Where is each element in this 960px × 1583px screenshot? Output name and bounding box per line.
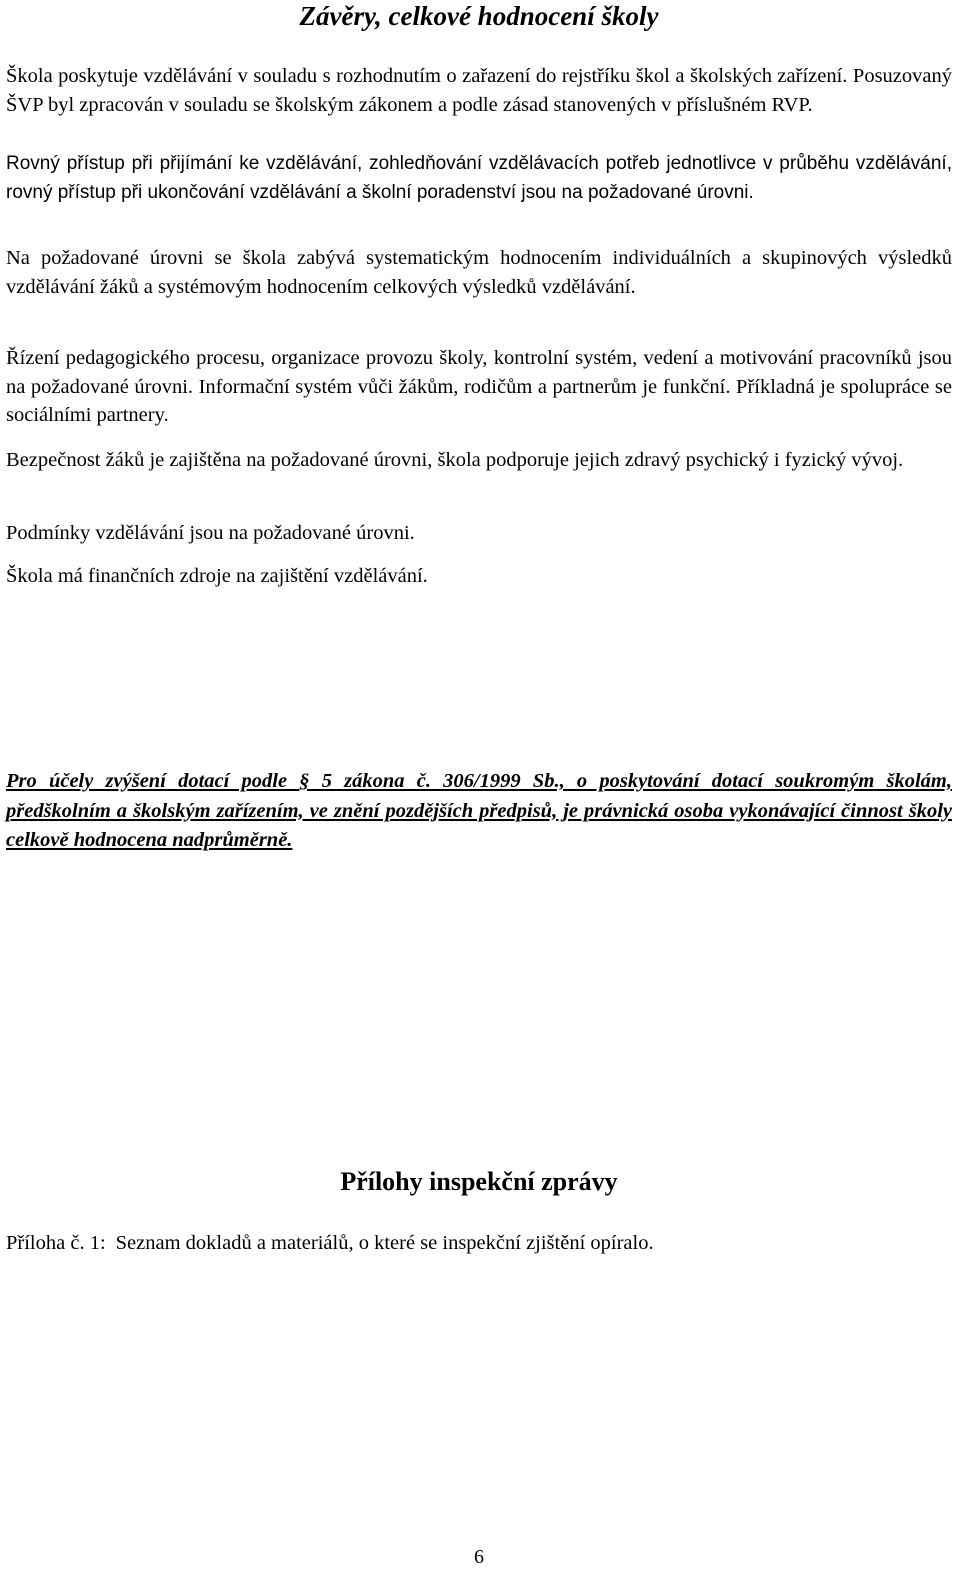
document-page	[6, 0, 952, 1583]
paragraph-safety: Bezpečnost žáků je zajištěna na požadované úrovni, škola podporuje jejich zdravý psychický i fyzický vývoj.	[6, 449, 904, 471]
attachment-item	[6, 1229, 952, 1257]
paragraph-equal-access: Rovný přístup při přijímání ke vzdělávání, zohledňování vzdělávacích potřeb jednotlivce v průběhu vzdělávání, rovný přístup při ukončování vzdělávání a školní poradenství jsou na požadované úrovni.	[6, 153, 952, 203]
paragraph-management: Řízení pedagogického procesu, organizace provozu školy, kontrolní systém, vedení a motivování pracovníků jsou na požadované úrovni. Informační systém vůči žákům, rodičům a partnerům je funkční. Příkladná je spolupráce se sociálními partnery.	[6, 347, 952, 426]
overall-evaluation-statement: Pro účely zvýšení dotací podle § 5 zákona č. 306/1999 Sb., o poskytování dotací soukromým školám, předškolním a školským zařízením, ve znění pozdějších předpisů, je právnická osoba vykonávající činnost školy celkově hodnocena nadprůměrně.	[6, 770, 952, 851]
paragraph-evaluation: Na požadované úrovni se škola zabývá systematickým hodnocením individuálních a skupinových výsledků vzdělávání žáků a systémovým hodnocením celkových výsledků vzdělávání.	[6, 247, 952, 298]
attachment-label: Příloha č. 1:	[6, 1232, 106, 1254]
paragraph-registry: Škola poskytuje vzdělávání v souladu s rozhodnutím o zařazení do rejstříku škol a školských zařízení. Posuzovaný ŠVP byl zpracován v souladu se školským zákonem a podle zásad stanovených v příslušném RVP.	[6, 65, 952, 116]
paragraph-finance: Škola má finančních zdroje na zajištění vzdělávání.	[6, 565, 428, 587]
paragraph-conditions: Podmínky vzdělávání jsou na požadované úrovni.	[6, 522, 415, 544]
page-number: 6	[474, 1546, 484, 1568]
section-heading: Závěry, celkové hodnocení školy	[299, 1, 659, 31]
attachment-description: Seznam dokladů a materiálů, o které se inspekční zjištění opíralo.	[115, 1232, 654, 1254]
attachments-heading: Přílohy inspekční zprávy	[340, 1167, 618, 1196]
